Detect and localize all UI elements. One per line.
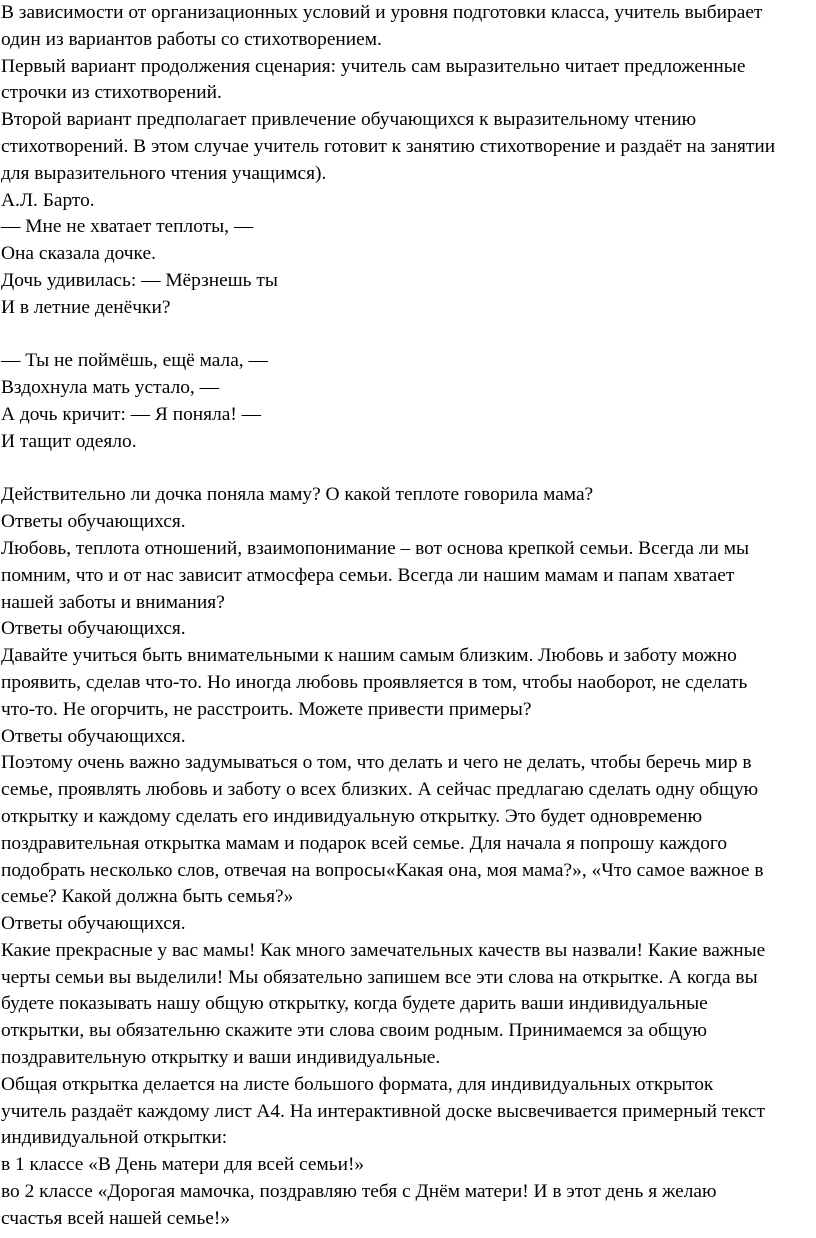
stanza-gap bbox=[1, 322, 810, 349]
section-gap bbox=[1, 456, 810, 483]
text-line: подобрать несколько слов, отвечая на вопросы«Какая она, моя мама?», «Что самое важное в bbox=[1, 859, 764, 881]
text-line: помним, что и от нас зависит атмосфера семьи. Всегда ли нашим мамам и папам хватает bbox=[1, 564, 735, 586]
poem-author: А.Л. Барто. bbox=[1, 189, 95, 211]
text-line: открытку и каждому сделать его индивидуальную открытку. Это будет одновременю bbox=[1, 805, 703, 827]
text-line: семье, проявлять любовь и заботу о всех близких. А сейчас предлагаю сделать одну общую bbox=[1, 779, 759, 801]
text-line: Действительно ли дочка поняла маму? О какой теплоте говорила мама? bbox=[1, 484, 594, 506]
text-line: Какие прекрасные у вас мамы! Как много замечательных качеств вы назвали! Какие важные bbox=[1, 939, 766, 961]
text-line: Ответы обучающихся. bbox=[1, 511, 186, 533]
poem-line: — Ты не поймёшь, ещё мала, — bbox=[1, 350, 268, 372]
text-line: Ответы обучающихся. bbox=[1, 725, 186, 747]
poem bbox=[1, 188, 810, 483]
text-line: Ответы обучающихся. bbox=[1, 913, 186, 935]
text-line: в 1 классе «В День матери для всей семьи!» bbox=[1, 1154, 365, 1176]
text-line: стихотворений. В этом случае учитель готовит к занятию стихотворение и раздаёт на занятии bbox=[1, 135, 776, 157]
text-line: проявить, сделав что-то. Но иногда любовь проявляется в том, чтобы наоборот, не сделать bbox=[1, 671, 748, 693]
text-line: Поэтому очень важно задумываться о том, что делать и чего не делать, чтобы беречь мир в bbox=[1, 752, 752, 774]
poem-line: Она сказала дочке. bbox=[1, 243, 156, 265]
text-line: один из вариантов работы со стихотворением. bbox=[1, 28, 382, 50]
poem-line: Вздохнула мать устало, — bbox=[1, 377, 220, 399]
poem-line: — Мне не хватает теплоты, — bbox=[1, 216, 254, 238]
text-line: открытки, вы обязательню скажите эти слова своим родным. Принимаемся за общую bbox=[1, 1020, 708, 1042]
text-line: счастья всей нашей семье!» bbox=[1, 1207, 231, 1229]
text-line: будете показывать нашу общую открытку, когда будете дарить ваши индивидуальные bbox=[1, 993, 708, 1015]
text-line: Ответы обучающихся. bbox=[1, 618, 186, 640]
text-line: черты семьи вы выделили! Мы обязательно запишем все эти слова на открытке. А когда вы bbox=[1, 966, 758, 988]
text-line: учитель раздаёт каждому лист А4. На интерактивной доске высвечивается примерный текст bbox=[1, 1100, 765, 1122]
poem-line: И в летние денёчки? bbox=[1, 296, 171, 318]
poem-stanza-2 bbox=[1, 348, 810, 455]
text-line: строчки из стихотворений. bbox=[1, 82, 222, 104]
text-line: Давайте учиться быть внимательными к нашим самым близким. Любовь и заботу можно bbox=[1, 645, 737, 667]
text-line: В зависимости от организационных условий и уровня подготовки класса, учитель выбирает bbox=[1, 2, 763, 23]
text-line: что-то. Не огорчить, не расстроить. Можете привести примеры? bbox=[1, 698, 532, 720]
discussion-paragraphs bbox=[1, 482, 810, 1232]
text-line: Общая открытка делается на листе большого формата, для индивидуальных открыток bbox=[1, 1073, 714, 1095]
text-line: индивидуальной открытки: bbox=[1, 1127, 228, 1149]
poem-stanza-1 bbox=[1, 214, 810, 321]
text-line: нашей заботы и внимания? bbox=[1, 591, 225, 613]
text-line: Любовь, теплота отношений, взаимопонимание – вот основа крепкой семьи. Всегда ли мы bbox=[1, 537, 750, 559]
poem-line: А дочь кричит: — Я поняла! — bbox=[1, 403, 262, 425]
text-line: семье? Какой должна быть семья?» bbox=[1, 886, 294, 908]
text-line: поздравительную открытку и ваши индивидуальные. bbox=[1, 1047, 441, 1069]
text-line: для выразительного чтения учащимся). bbox=[1, 162, 327, 184]
intro-paragraphs bbox=[1, 0, 810, 188]
text-line: Первый вариант продолжения сценария: учитель сам выразительно читает предложенные bbox=[1, 55, 746, 77]
text-line: Второй вариант предполагает привлечение обучающихся к выразительному чтению bbox=[1, 109, 697, 131]
text-line: во 2 классе «Дорогая мамочка, поздравляю тебя с Днём матери! И в этот день я желаю bbox=[1, 1181, 717, 1203]
poem-line: И тащит одеяло. bbox=[1, 430, 137, 452]
poem-line: Дочь удивилась: — Мёрзнешь ты bbox=[1, 269, 278, 291]
text-line: поздравительная открытка мамам и подарок всей семье. Для начала я попрошу каждого bbox=[1, 832, 728, 854]
